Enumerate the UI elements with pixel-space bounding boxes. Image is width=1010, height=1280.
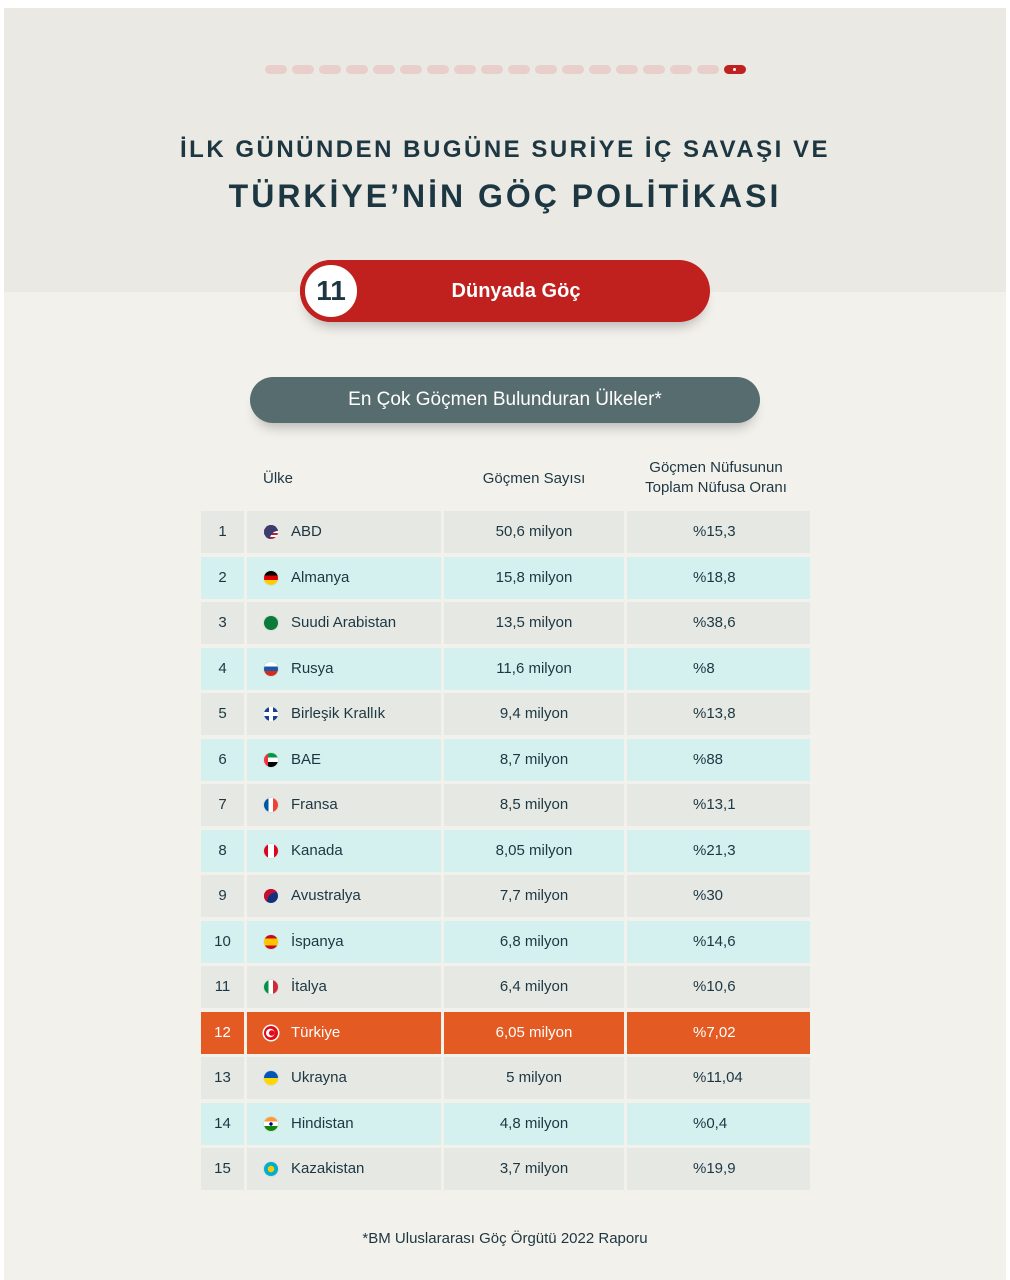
country-cell — [247, 830, 441, 872]
country-name: Kazakistan — [291, 1160, 365, 1177]
pager-dot[interactable] — [616, 65, 638, 74]
pager-dot[interactable] — [481, 65, 503, 74]
flag-ukraine-icon — [264, 1071, 278, 1085]
population-ratio-cell: %21,3 — [627, 830, 810, 872]
country-name: Almanya — [291, 568, 350, 586]
infographic-card — [4, 8, 1006, 1280]
country-cell — [247, 1012, 441, 1054]
flag-turkey-icon — [264, 1026, 278, 1040]
population-ratio-cell: %13,8 — [627, 693, 810, 735]
flag-germany-icon — [264, 571, 278, 585]
pager-dot[interactable] — [346, 65, 368, 74]
column-header-ratio-line1: Göçmen Nüfusunun — [649, 459, 783, 476]
migrant-count-cell: 11,6 milyon — [444, 648, 624, 690]
section-number-badge: 11 — [300, 260, 362, 322]
country-cell — [247, 966, 441, 1008]
pager-dot[interactable] — [643, 65, 665, 74]
column-header-ratio-line2: Toplam Nüfusa Oranı — [645, 479, 787, 496]
table-row — [201, 1148, 811, 1190]
rank-cell: 11 — [201, 966, 244, 1008]
population-ratio-cell: %88 — [627, 739, 810, 781]
country-name: ABD — [291, 523, 322, 540]
country-cell — [247, 739, 441, 781]
migrant-table — [201, 511, 811, 1194]
page-title-line2: TÜRKİYE’NİN GÖÇ POLİTİKASI — [228, 178, 782, 214]
flag-kazakhstan-icon — [264, 1162, 278, 1176]
country-name: Fransa — [291, 796, 338, 813]
country-cell — [247, 648, 441, 690]
pager-dot[interactable] — [589, 65, 611, 74]
country-name: Rusya — [291, 659, 334, 677]
country-cell — [247, 1057, 441, 1099]
flag-uk-icon — [264, 707, 278, 721]
pager-dot[interactable] — [292, 65, 314, 74]
population-ratio-cell: %7,02 — [627, 1012, 810, 1054]
migrant-count-cell: 8,05 milyon — [444, 830, 624, 872]
pager-dot[interactable] — [562, 65, 584, 74]
flag-saudi-arabia-icon — [264, 616, 278, 630]
migrant-count-cell: 9,4 milyon — [444, 693, 624, 735]
rank-cell: 6 — [201, 739, 244, 781]
population-ratio-cell: %13,1 — [627, 784, 810, 826]
country-name: İspanya — [291, 932, 344, 950]
population-ratio-cell: %8 — [627, 648, 810, 690]
column-header-ratio — [626, 458, 806, 498]
country-name: Suudi Arabistan — [291, 614, 397, 631]
table-row — [201, 1057, 811, 1099]
country-cell — [247, 921, 441, 963]
pager-dot-active[interactable] — [724, 65, 746, 74]
population-ratio-cell: %38,6 — [627, 602, 810, 644]
rank-cell: 5 — [201, 693, 244, 735]
population-ratio-cell: %14,6 — [627, 921, 810, 963]
pager-dot[interactable] — [454, 65, 476, 74]
country-name: Kanada — [291, 841, 343, 859]
table-row — [201, 602, 811, 644]
section-banner — [300, 260, 710, 322]
table-header — [4, 456, 1006, 506]
country-name: Ukrayna — [291, 1069, 347, 1086]
rank-cell: 14 — [201, 1103, 244, 1145]
population-ratio-cell: %18,8 — [627, 557, 810, 599]
pager-dot[interactable] — [265, 65, 287, 74]
table-row-highlighted — [201, 1012, 811, 1054]
rank-cell: 1 — [201, 511, 244, 553]
migrant-count-cell: 7,7 milyon — [444, 875, 624, 917]
migrant-count-cell: 4,8 milyon — [444, 1103, 624, 1145]
country-cell — [247, 1103, 441, 1145]
country-cell — [247, 784, 441, 826]
pager-dot[interactable] — [508, 65, 530, 74]
country-cell — [247, 693, 441, 735]
country-cell — [247, 875, 441, 917]
table-row — [201, 511, 811, 553]
migrant-count-cell: 15,8 milyon — [444, 557, 624, 599]
table-row — [201, 693, 811, 735]
country-cell — [247, 511, 441, 553]
rank-cell: 15 — [201, 1148, 244, 1190]
rank-cell: 2 — [201, 557, 244, 599]
migrant-count-cell: 6,05 milyon — [444, 1012, 624, 1054]
pager-dot[interactable] — [373, 65, 395, 74]
flag-australia-icon — [264, 889, 278, 903]
population-ratio-cell: %10,6 — [627, 966, 810, 1008]
table-row — [201, 739, 811, 781]
flag-uae-icon — [264, 753, 278, 767]
flag-spain-icon — [264, 935, 278, 949]
pager-dot[interactable] — [319, 65, 341, 74]
migrant-count-cell: 5 milyon — [444, 1057, 624, 1099]
table-row — [201, 921, 811, 963]
source-footnote: *BM Uluslararası Göç Örgütü 2022 Raporu — [362, 1230, 648, 1247]
migrant-count-cell: 8,5 milyon — [444, 784, 624, 826]
migrant-count-cell: 3,7 milyon — [444, 1148, 624, 1190]
rank-cell: 3 — [201, 602, 244, 644]
migrant-count-cell: 8,7 milyon — [444, 739, 624, 781]
country-name: İtalya — [291, 978, 327, 995]
country-name: BAE — [291, 750, 322, 768]
flag-italy-icon — [264, 980, 278, 994]
migrant-count-cell: 50,6 milyon — [444, 511, 624, 553]
rank-cell: 4 — [201, 648, 244, 690]
slide-pager[interactable] — [4, 65, 1006, 74]
country-cell — [247, 1148, 441, 1190]
table-subtitle: En Çok Göçmen Bulunduran Ülkeler* — [250, 377, 760, 423]
migrant-count-cell: 13,5 milyon — [444, 602, 624, 644]
rank-cell: 12 — [201, 1012, 244, 1054]
migrant-count-cell: 6,8 milyon — [444, 921, 624, 963]
column-header-country: Ülke — [263, 470, 294, 487]
table-row — [201, 557, 811, 599]
flag-russia-icon — [264, 662, 278, 676]
rank-cell: 13 — [201, 1057, 244, 1099]
pager-dot[interactable] — [427, 65, 449, 74]
table-row — [201, 784, 811, 826]
table-row — [201, 648, 811, 690]
table-row — [201, 1103, 811, 1145]
population-ratio-cell: %19,9 — [627, 1148, 810, 1190]
flag-canada-icon — [264, 844, 278, 858]
rank-cell: 9 — [201, 875, 244, 917]
table-row — [201, 830, 811, 872]
population-ratio-cell: %15,3 — [627, 511, 810, 553]
pager-dot[interactable] — [400, 65, 422, 74]
flag-india-icon — [264, 1117, 278, 1131]
population-ratio-cell: %30 — [627, 875, 810, 917]
rank-cell: 7 — [201, 784, 244, 826]
flag-usa-icon — [264, 525, 278, 539]
rank-cell: 10 — [201, 921, 244, 963]
country-name: Avustralya — [291, 887, 361, 904]
country-cell — [247, 602, 441, 644]
table-row — [201, 875, 811, 917]
column-header-count: Göçmen Sayısı — [482, 470, 586, 487]
table-row — [201, 966, 811, 1008]
country-name: Birleşik Krallık — [291, 705, 386, 722]
population-ratio-cell: %11,04 — [627, 1057, 810, 1099]
population-ratio-cell: %0,4 — [627, 1103, 810, 1145]
pager-dot[interactable] — [670, 65, 692, 74]
country-name: Hindistan — [291, 1114, 354, 1132]
flag-france-icon — [264, 798, 278, 812]
pager-dot[interactable] — [697, 65, 719, 74]
migrant-count-cell: 6,4 milyon — [444, 966, 624, 1008]
pager-dot[interactable] — [535, 65, 557, 74]
rank-cell: 8 — [201, 830, 244, 872]
page-title-line1: İLK GÜNÜNDEN BUGÜNE SURİYE İÇ SAVAŞI VE — [179, 136, 830, 163]
country-name: Türkiye — [291, 1023, 341, 1041]
country-cell — [247, 557, 441, 599]
section-title: Dünyada Göç — [451, 280, 581, 302]
